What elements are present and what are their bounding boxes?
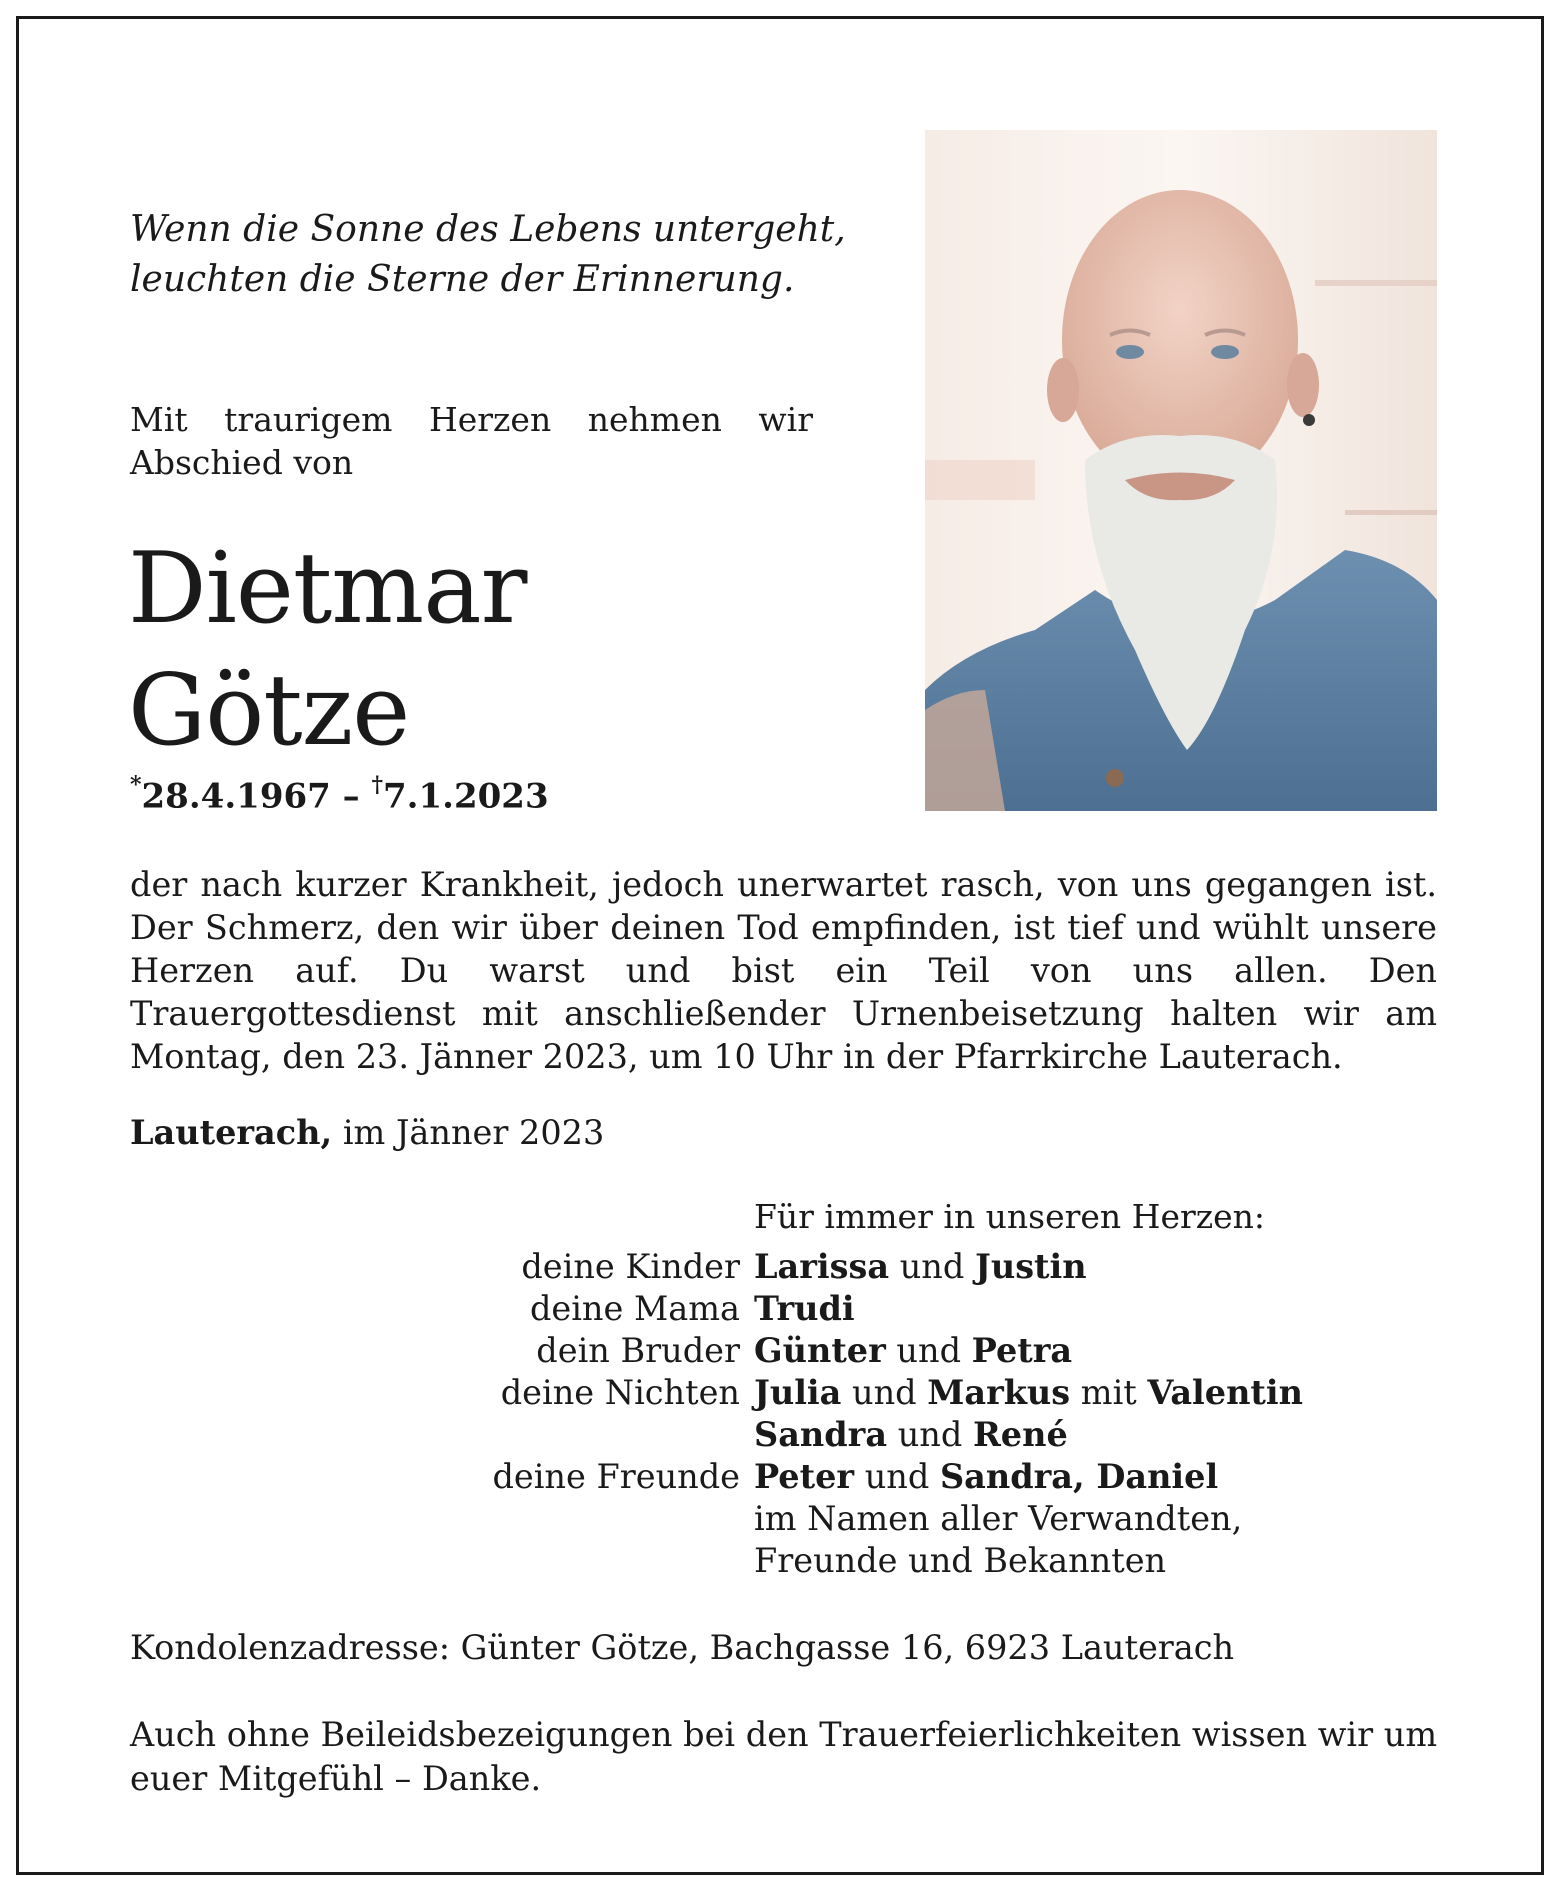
place-city: Lauterach, bbox=[130, 1113, 333, 1152]
mourner-row bbox=[230, 1330, 1303, 1372]
mourner-name: Larissa bbox=[754, 1247, 890, 1286]
mourner-row bbox=[230, 1246, 1303, 1288]
connector-text: und bbox=[885, 1331, 972, 1370]
motto-line: Wenn die Sonne des Lebens untergeht, bbox=[130, 209, 846, 250]
mourner-names bbox=[754, 1456, 1218, 1498]
mourner-row bbox=[230, 1288, 1303, 1330]
mourner-name: Trudi bbox=[754, 1289, 855, 1328]
date-separator: – bbox=[330, 776, 372, 817]
mourner-row bbox=[230, 1498, 1303, 1540]
mourner-name: Sandra bbox=[754, 1415, 888, 1454]
notice-body: der nach kurzer Krankheit, jedoch unerwartet rasch, von uns gegangen ist. Der Schmerz, den wir über deinen Tod empfinden, ist tief und wühlt unsere Herzen auf. Du warst und bist ein Teil von uns allen. Den Trauergottesdienst mit anschließender Urnenbeisetzung halten wir am Montag, den 23. Jänner 2023, um 10 Uhr in der Pfarrkirche Lauterach. bbox=[130, 865, 1437, 1076]
connector-text: Freunde und Bekannten bbox=[754, 1541, 1167, 1580]
mourner-name: Justin bbox=[974, 1247, 1087, 1286]
mourner-names bbox=[754, 1498, 1242, 1540]
mourner-name: Peter bbox=[754, 1457, 855, 1496]
intro-text: Mit traurigem Herzen nehmen wir Abschied von bbox=[130, 400, 813, 482]
mourner-name: Günter bbox=[754, 1331, 886, 1370]
mourner-row bbox=[230, 1372, 1303, 1414]
last-name: Götze bbox=[128, 654, 410, 768]
mourner-names bbox=[754, 1288, 855, 1330]
connector-text: im Namen aller Verwandten, bbox=[754, 1499, 1243, 1538]
mourner-row bbox=[230, 1456, 1303, 1498]
mourner-names bbox=[754, 1330, 1072, 1372]
relation-label: deine Kinder bbox=[521, 1247, 740, 1286]
death-date: 7.1.2023 bbox=[383, 776, 549, 817]
first-name: Dietmar bbox=[128, 532, 527, 646]
birth-date: 28.4.1967 bbox=[141, 776, 331, 817]
place-date-text: im Jänner 2023 bbox=[332, 1113, 605, 1152]
deceased-name bbox=[128, 528, 527, 772]
relation-label bbox=[230, 1540, 754, 1582]
birth-mark: * bbox=[130, 772, 142, 798]
relation-label: dein Bruder bbox=[536, 1331, 740, 1370]
portrait-photo bbox=[925, 130, 1437, 811]
connector-text: und bbox=[841, 1373, 928, 1412]
mourner-row bbox=[230, 1540, 1303, 1582]
closing-text: Auch ohne Beileidsbezeigungen bei den Trauerfeierlichkeiten wissen wir um euer Mitgefühl – Danke. bbox=[130, 1715, 1438, 1798]
mourners-list bbox=[230, 1246, 1303, 1582]
relation-label bbox=[230, 1414, 754, 1456]
life-dates bbox=[130, 772, 549, 817]
mourners-heading: Für immer in unseren Herzen: bbox=[754, 1197, 1266, 1236]
connector-text: und bbox=[889, 1247, 975, 1286]
mourner-name: Petra bbox=[971, 1331, 1073, 1370]
connector-text: mit bbox=[1070, 1373, 1148, 1412]
relation-label: deine Mama bbox=[529, 1289, 740, 1328]
condolence-address: Kondolenzadresse: Günter Götze, Bachgasse 16, 6923 Lauterach bbox=[130, 1628, 1235, 1667]
mourner-name: Sandra, Daniel bbox=[939, 1457, 1219, 1496]
relation-label: deine Nichten bbox=[500, 1373, 740, 1412]
motto bbox=[130, 205, 846, 305]
mourner-names bbox=[754, 1372, 1303, 1414]
connector-text: und bbox=[887, 1415, 973, 1454]
mourner-names bbox=[754, 1246, 1087, 1288]
mourner-names bbox=[754, 1414, 1068, 1456]
relation-label bbox=[230, 1498, 754, 1540]
place-date bbox=[130, 1113, 604, 1152]
motto-line: leuchten die Sterne der Erinnerung. bbox=[130, 259, 795, 300]
connector-text: und bbox=[854, 1457, 940, 1496]
mourner-name: Markus bbox=[927, 1373, 1071, 1412]
death-mark: † bbox=[371, 772, 383, 798]
mourner-name: Julia bbox=[754, 1373, 842, 1412]
mourner-names bbox=[754, 1540, 1166, 1582]
mourner-row bbox=[230, 1414, 1303, 1456]
mourner-name: Valentin bbox=[1147, 1373, 1303, 1412]
relation-label: deine Freunde bbox=[492, 1457, 740, 1496]
mourner-name: René bbox=[972, 1415, 1068, 1454]
